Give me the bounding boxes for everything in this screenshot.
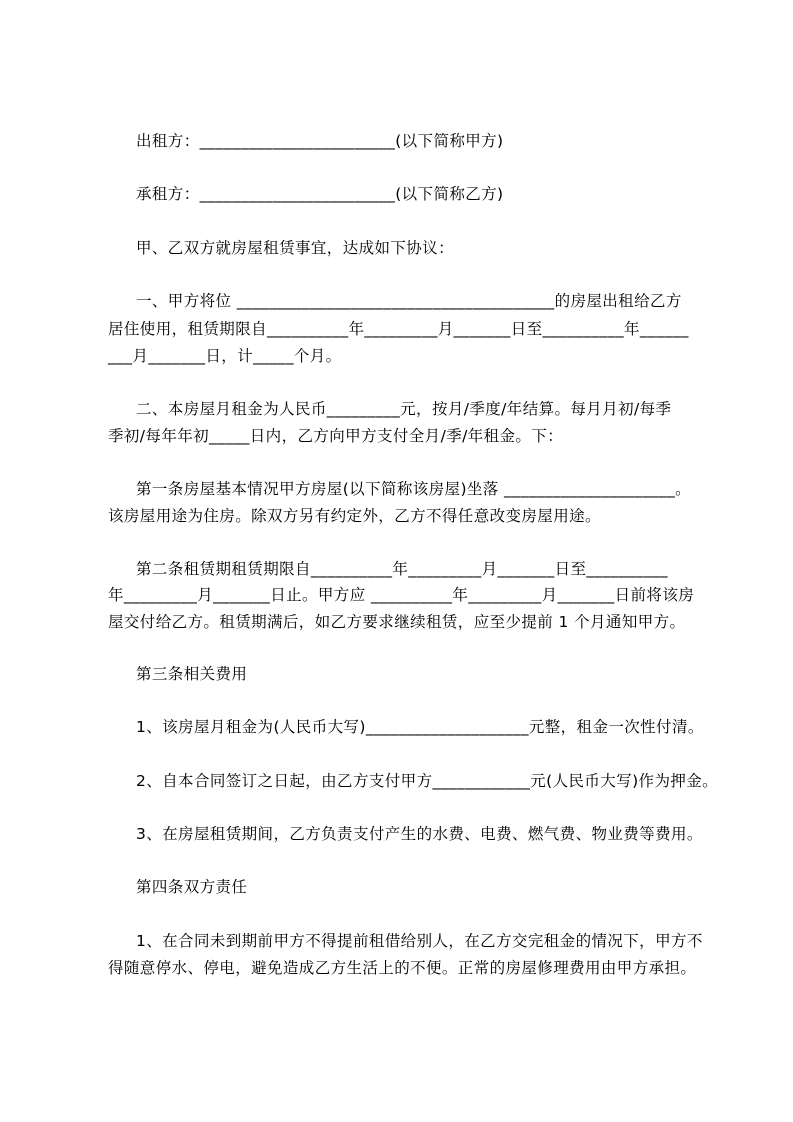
clause1-line2: 居住使用，租赁期限自__________年_________月_______日至__________年______ — [108, 320, 689, 338]
article4-title: 第四条双方责任 — [136, 878, 248, 896]
lessor-line: 出租方：________________________(以下简称甲方) — [136, 132, 504, 150]
agreement-intro: 甲、乙双方就房屋租赁事宜，达成如下协议： — [136, 239, 455, 257]
clause2-line1: 二、本房屋月租金为人民币_________元，按月/季度/年结算。每月月初/每季 — [136, 400, 672, 418]
article3-item2: 2、自本合同签订之日起，由乙方支付甲方____________元(人民币大写)作为押金。 — [136, 772, 719, 790]
clause1-line3: ___月_______日，计_____个月。 — [108, 347, 342, 365]
article3-item1: 1、该房屋月租金为(人民币大写)____________________元整，租金一次性付清。 — [136, 718, 704, 736]
clause2-line2: 季初/每年年初_____日内，乙方向甲方支付全月/季/年租金。下： — [108, 427, 564, 445]
article3-item3: 3、在房屋租赁期间，乙方负责支付产生的水费、电费、燃气费、物业费等费用。 — [136, 825, 703, 843]
article2-line2: 年_________月_______日止。甲方应 __________年_________月_______日前将该房 — [108, 586, 695, 604]
article1-line2: 该房屋用途为住房。除双方另有约定外，乙方不得任意改变房屋用途。 — [108, 507, 601, 525]
article3-title: 第三条相关费用 — [136, 665, 248, 683]
article2-line3: 屋交付给乙方。租赁期满后，如乙方要求继续租赁，应至少提前 1 个月通知甲方。 — [108, 613, 686, 631]
clause1-line1: 一、甲方将位 _______________________________________的房屋出租给乙方 — [136, 292, 682, 310]
article4-item1-line1: 1、在合同未到期前甲方不得提前租借给别人，在乙方交完租金的情况下，甲方不 — [136, 932, 703, 950]
lessee-line: 承租方：________________________(以下简称乙方) — [136, 185, 504, 203]
article4-item1-line2: 得随意停水、停电，避免造成乙方生活上的不便。正常的房屋修理费用由甲方承担。 — [108, 959, 697, 977]
article1-line1: 第一条房屋基本情况甲方房屋(以下简称该房屋)坐落 _____________________。 — [136, 480, 692, 498]
article2-line1: 第二条租赁期租赁期限自__________年_________月_______日至__________ — [136, 560, 668, 578]
